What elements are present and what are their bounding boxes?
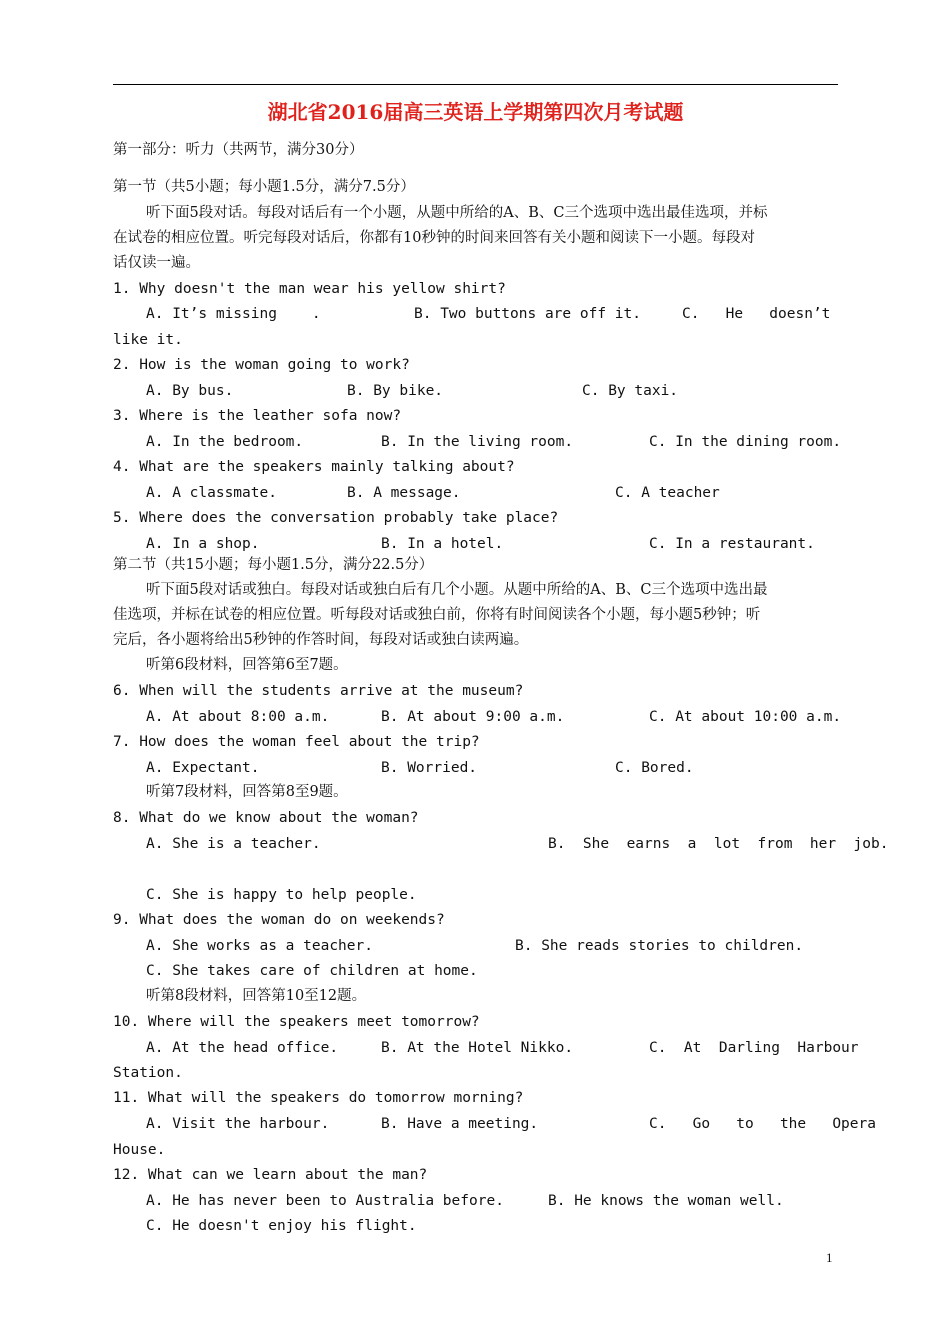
option-b: B. At about 9:00 a.m. xyxy=(381,709,565,725)
option-c: C. At about 10:00 a.m. xyxy=(649,709,842,725)
part1-heading: 第一部分：听力（共两节，满分30分） xyxy=(113,142,364,158)
option-c: C. Go to the Opera xyxy=(649,1116,876,1132)
option-continuation: Station. xyxy=(113,1065,183,1081)
question-stem: 10. Where will the speakers meet tomorrow? xyxy=(113,1014,480,1030)
option-b: B. In a hotel. xyxy=(381,536,504,552)
option-continuation: like it. xyxy=(113,332,183,348)
option-c: C. In a restaurant. xyxy=(649,536,815,552)
option-a: A. A classmate. xyxy=(146,485,277,501)
option-a: A. At about 8:00 a.m. xyxy=(146,709,330,725)
option-a: A. By bus. xyxy=(146,383,234,399)
section2-instructions-line: 听下面5段对话或独白。每段对话或独白后有几个小题。从题中所给的A、B、C三个选项中选出最 xyxy=(146,582,768,598)
page-number: 1 xyxy=(826,1250,833,1265)
material-note: 听第8段材料，回答第10至12题。 xyxy=(146,988,367,1004)
option-c: C. He doesn’t xyxy=(682,306,831,322)
option-c: C. She takes care of children at home. xyxy=(146,963,478,979)
option-b: B. She earns a lot from her job. xyxy=(548,836,889,852)
option-c: C. A teacher xyxy=(615,485,720,501)
option-a: A. Visit the harbour. xyxy=(146,1116,330,1132)
option-a: A. It’s missing . xyxy=(146,306,321,322)
page-title: 湖北省2016届高三英语上学期第四次月考试题 xyxy=(267,100,684,124)
question-stem: 9. What does the woman do on weekends? xyxy=(113,912,445,928)
option-c: C. By taxi. xyxy=(582,383,679,399)
question-stem: 1. Why doesn't the man wear his yellow shirt? xyxy=(113,281,506,297)
question-stem: 6. When will the students arrive at the museum? xyxy=(113,683,524,699)
section1-instructions-line: 话仅读一遍。 xyxy=(113,255,200,271)
section2-instructions-line: 佳选项，并标在试卷的相应位置。听每段对话或独白前，你将有时间阅读各个小题，每小题5秒钟；听 xyxy=(113,607,761,623)
option-c: C. At Darling Harbour xyxy=(649,1040,859,1056)
option-c: C. In the dining room. xyxy=(649,434,842,450)
option-a: A. In a shop. xyxy=(146,536,260,552)
section1-instructions-line: 听下面5段对话。每段对话后有一个小题，从题中所给的A、B、C三个选项中选出最佳选项，并标 xyxy=(146,205,768,221)
option-a: A. At the head office. xyxy=(146,1040,339,1056)
question-stem: 7. How does the woman feel about the trip? xyxy=(113,734,480,750)
option-a: A. She is a teacher. xyxy=(146,836,321,852)
section2-heading: 第二节（共15小题；每小题1.5分，满分22.5分） xyxy=(113,557,434,573)
section1-heading: 第一节（共5小题；每小题1.5分，满分7.5分） xyxy=(113,179,415,195)
question-stem: 3. Where is the leather sofa now? xyxy=(113,408,402,424)
question-stem: 2. How is the woman going to work? xyxy=(113,357,410,373)
question-stem: 5. Where does the conversation probably take place? xyxy=(113,510,559,526)
header-rule xyxy=(113,84,838,85)
option-a: A. Expectant. xyxy=(146,760,260,776)
option-b: B. In the living room. xyxy=(381,434,574,450)
question-stem: 4. What are the speakers mainly talking about? xyxy=(113,459,515,475)
material-note: 听第7段材料，回答第8至9题。 xyxy=(146,784,348,800)
question-stem: 11. What will the speakers do tomorrow morning? xyxy=(113,1090,524,1106)
section2-instructions-line: 完后，各小题将给出5秒钟的作答时间，每段对话或独白读两遍。 xyxy=(113,632,529,648)
option-b: B. He knows the woman well. xyxy=(548,1193,784,1209)
option-b: B. At the Hotel Nikko. xyxy=(381,1040,574,1056)
option-b: B. By bike. xyxy=(347,383,444,399)
option-a: A. In the bedroom. xyxy=(146,434,304,450)
question-stem: 8. What do we know about the woman? xyxy=(113,810,419,826)
option-c: C. He doesn't enjoy his flight. xyxy=(146,1218,417,1234)
option-a: A. She works as a teacher. xyxy=(146,938,373,954)
option-b: B. Two buttons are off it. xyxy=(414,306,641,322)
option-c: C. Bored. xyxy=(615,760,694,776)
option-c: C. She is happy to help people. xyxy=(146,887,417,903)
option-b: B. She reads stories to children. xyxy=(515,938,804,954)
option-b: B. Worried. xyxy=(381,760,478,776)
option-continuation: House. xyxy=(113,1142,166,1158)
option-a: A. He has never been to Australia before. xyxy=(146,1193,504,1209)
option-b: B. A message. xyxy=(347,485,461,501)
option-b: B. Have a meeting. xyxy=(381,1116,539,1132)
section1-instructions-line: 在试卷的相应位置。听完每段对话后，你都有10秒钟的时间来回答有关小题和阅读下一小题。每段对 xyxy=(113,230,755,246)
question-stem: 12. What can we learn about the man? xyxy=(113,1167,428,1183)
material-note: 听第6段材料，回答第6至7题。 xyxy=(146,657,348,673)
